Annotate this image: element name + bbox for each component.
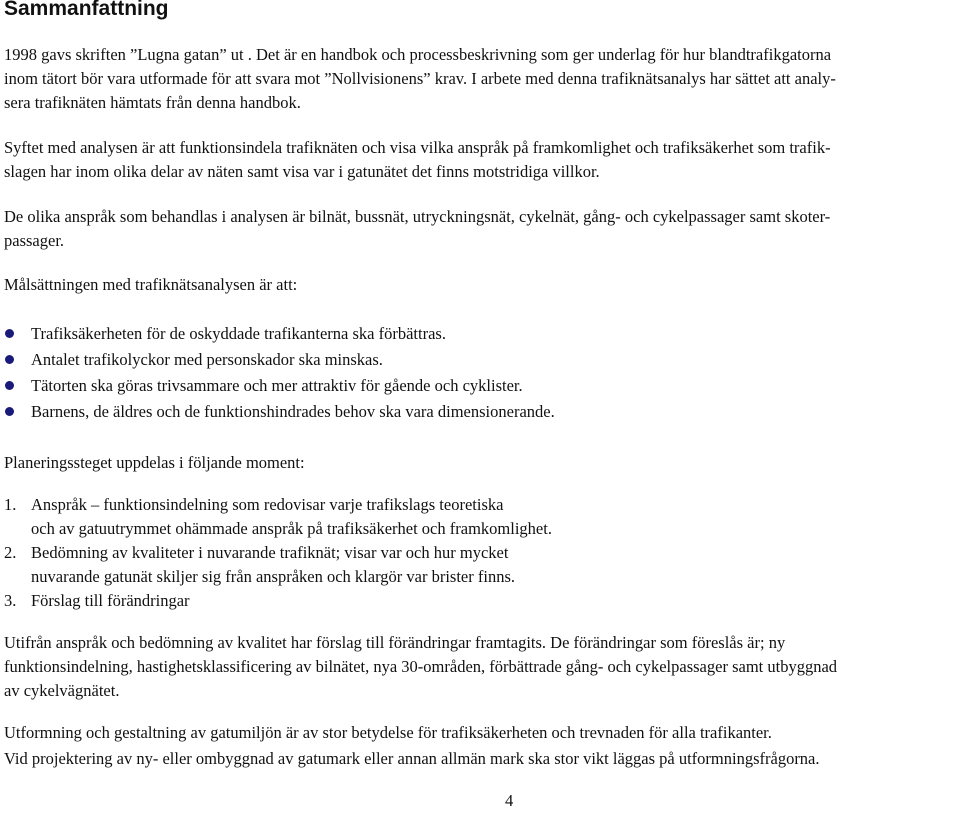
- claims-line: De olika anspråk som behandlas i analysen är bilnät, bussnät, utryckningsnät, cykelnät, gång- och cykelpassager samt skoter-: [4, 207, 831, 226]
- list-item: [4, 541, 552, 589]
- list-item: [4, 589, 552, 613]
- bullet-icon: [5, 355, 14, 364]
- list-item: [4, 374, 555, 400]
- step-number: 3.: [4, 591, 17, 610]
- goals-intro: Målsättningen med trafiknätsanalysen är att:: [4, 275, 298, 294]
- step-line: nuvarande gatunät skiljer sig från anspråken och klargör var brister finns.: [31, 567, 515, 586]
- page-title: Sammanfattning: [4, 0, 169, 20]
- design-line: Utformning och gestaltning av gatumiljön är av stor betydelse för trafiksäkerheten och trevnaden för alla trafikanter.: [4, 723, 772, 742]
- steps-list: [4, 493, 552, 613]
- proposals-line: funktionsindelning, hastighetsklassificering av bilnätet, nya 30-områden, förbättrade gång- och cykelpassager samt utbyggnad: [4, 657, 838, 676]
- goals-list: [4, 322, 555, 426]
- claims-paragraph: [4, 205, 956, 253]
- claims-line: passager.: [4, 231, 65, 250]
- goal-text: Tätorten ska göras trivsammare och mer attraktiv för gående och cyklister.: [31, 376, 523, 395]
- intro-line: 1998 gavs skriften ”Lugna gatan” ut . Det är en handbok och processbeskrivning som ger underlag för hur blandtrafikgatorna: [4, 45, 832, 64]
- list-item: [4, 348, 555, 374]
- purpose-line: Syftet med analysen är att funktionsindela trafiknäten och visa vilka anspråk på framkomlighet och trafiksäkerhet som trafik-: [4, 138, 831, 157]
- bullet-icon: [5, 381, 14, 390]
- step-number: 1.: [4, 495, 17, 514]
- purpose-paragraph: [4, 136, 956, 184]
- list-item: [4, 493, 552, 541]
- proposals-paragraph: [4, 631, 956, 703]
- intro-line: inom tätort bör vara utformade för att svara mot ”Nollvisionens” krav. I arbete med denna trafiknätsanalys har sättet att analy-: [4, 69, 836, 88]
- design-paragraph-2: [4, 747, 956, 771]
- steps-intro: Planeringssteget uppdelas i följande moment:: [4, 453, 305, 472]
- purpose-line: slagen har inom olika delar av näten samt visa var i gatunätet det finns motstridiga villkor.: [4, 162, 600, 181]
- design-paragraph-1: [4, 721, 956, 745]
- bullet-icon: [5, 407, 14, 416]
- goal-text: Trafiksäkerheten för de oskyddade trafikanterna ska förbättras.: [31, 324, 446, 343]
- list-item: [4, 400, 555, 426]
- bullet-icon: [5, 329, 14, 338]
- list-item: [4, 322, 555, 348]
- design-line: Vid projektering av ny- eller ombyggnad av gatumark eller annan allmän mark ska stor vikt läggas på utformningsfrågorna.: [4, 749, 820, 768]
- step-line: och av gatuutrymmet ohämmade anspråk på trafiksäkerhet och framkomlighet.: [31, 519, 552, 538]
- page-number: 4: [505, 791, 514, 810]
- document-page: [4, 0, 956, 808]
- step-line: Förslag till förändringar: [31, 591, 190, 610]
- step-line: Bedömning av kvaliteter i nuvarande trafiknät; visar var och hur mycket: [31, 543, 509, 562]
- step-number: 2.: [4, 543, 17, 562]
- intro-paragraph: [4, 43, 956, 115]
- proposals-line: av cykelvägnätet.: [4, 681, 120, 700]
- proposals-line: Utifrån anspråk och bedömning av kvalitet har förslag till förändringar framtagits. De förändringar som föreslås är; ny: [4, 633, 786, 652]
- intro-line: sera trafiknäten hämtats från denna handbok.: [4, 93, 301, 112]
- goal-text: Barnens, de äldres och de funktionshindrades behov ska vara dimensionerande.: [31, 402, 555, 421]
- goal-text: Antalet trafikolyckor med personskador ska minskas.: [31, 350, 383, 369]
- step-line: Anspråk – funktionsindelning som redovisar varje trafikslags teoretiska: [31, 495, 504, 514]
